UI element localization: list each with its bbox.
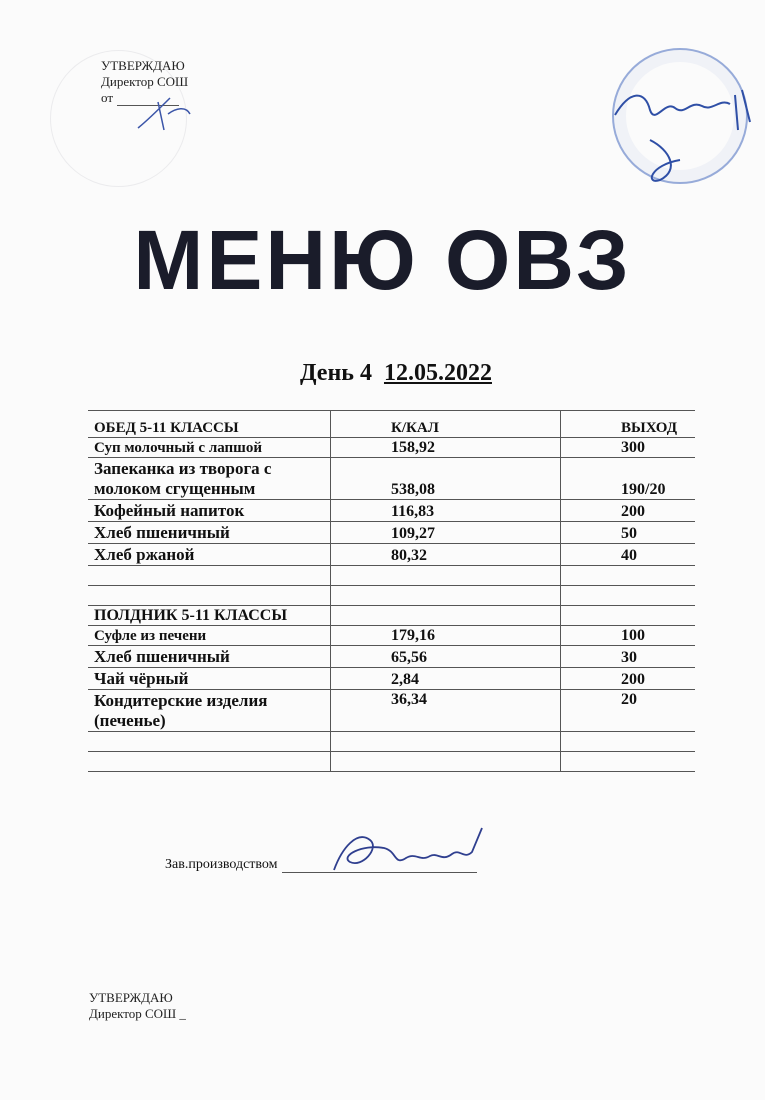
dish-name: Кофейный напиток [88, 500, 331, 522]
dish-name-line2: (печенье) [94, 711, 166, 730]
dish-name [88, 690, 331, 732]
day-label: День 4 [300, 360, 372, 386]
dish-kcal: 538,08 [331, 458, 561, 500]
approval-block-bottom [89, 990, 186, 1022]
dish-yield: 40 [561, 544, 696, 566]
approval-heading: УТВЕРЖДАЮ [101, 58, 185, 73]
dish-name-line1: Кондитерские изделия [94, 691, 268, 710]
approval-director: Директор СОШ [101, 74, 189, 89]
table-row [88, 438, 695, 458]
dish-name: Чай чёрный [88, 668, 331, 690]
dish-name: Хлеб ржаной [88, 544, 331, 566]
dish-name: Хлеб пшеничный [88, 646, 331, 668]
dish-yield: 200 [561, 668, 696, 690]
dish-name-line1: Запеканка из творога с [94, 459, 272, 478]
day-line [300, 360, 492, 387]
table-row [88, 500, 695, 522]
approval-director: Директор СОШ _ [89, 1006, 186, 1021]
header-yield: ВЫХОД [561, 411, 696, 438]
header-kcal: К/КАЛ [331, 411, 561, 438]
dish-kcal: 36,34 [331, 690, 561, 732]
dish-yield: 300 [561, 438, 696, 458]
menu-date: 12.05.2022 [383, 360, 492, 386]
menu-table [88, 410, 695, 772]
dish-name [88, 458, 331, 500]
snack-section-row [88, 606, 695, 626]
dish-yield: 30 [561, 646, 696, 668]
dish-yield: 50 [561, 522, 696, 544]
dish-yield: 100 [561, 626, 696, 646]
dish-kcal: 116,83 [331, 500, 561, 522]
table-row [88, 690, 695, 732]
table-row [88, 458, 695, 500]
table-row [88, 646, 695, 668]
approval-date-line: от [101, 90, 188, 106]
table-row [88, 626, 695, 646]
dish-name: Хлеб пшеничный [88, 522, 331, 544]
director-signature-top-right [610, 70, 760, 190]
dish-kcal: 65,56 [331, 646, 561, 668]
empty-row [88, 586, 695, 606]
dish-yield: 20 [561, 690, 696, 732]
director-signature-top-left [128, 80, 198, 140]
empty-row [88, 732, 695, 752]
approval-heading: УТВЕРЖДАЮ [89, 990, 173, 1005]
dish-kcal: 158,92 [331, 438, 561, 458]
dish-kcal: 109,27 [331, 522, 561, 544]
dish-kcal: 179,16 [331, 626, 561, 646]
manager-label: Зав.производством [165, 857, 278, 872]
table-row [88, 668, 695, 690]
header-lunch: ОБЕД 5-11 КЛАССЫ [88, 411, 331, 438]
header-snack: ПОЛДНИК 5-11 КЛАССЫ [88, 606, 331, 626]
table-row [88, 544, 695, 566]
dish-name-line2: молоком сгущенным [94, 479, 256, 498]
empty-row [88, 752, 695, 772]
manager-signature [322, 818, 492, 883]
dish-kcal: 80,32 [331, 544, 561, 566]
empty-row [88, 566, 695, 586]
dish-name: Суфле из печени [88, 626, 331, 646]
table-row [88, 522, 695, 544]
dish-yield: 190/20 [561, 458, 696, 500]
table-header-row [88, 411, 695, 438]
dish-yield: 200 [561, 500, 696, 522]
dish-kcal: 2,84 [331, 668, 561, 690]
page-title: МЕНЮ ОВЗ [133, 213, 632, 307]
dish-name: Суп молочный с лапшой [88, 438, 331, 458]
